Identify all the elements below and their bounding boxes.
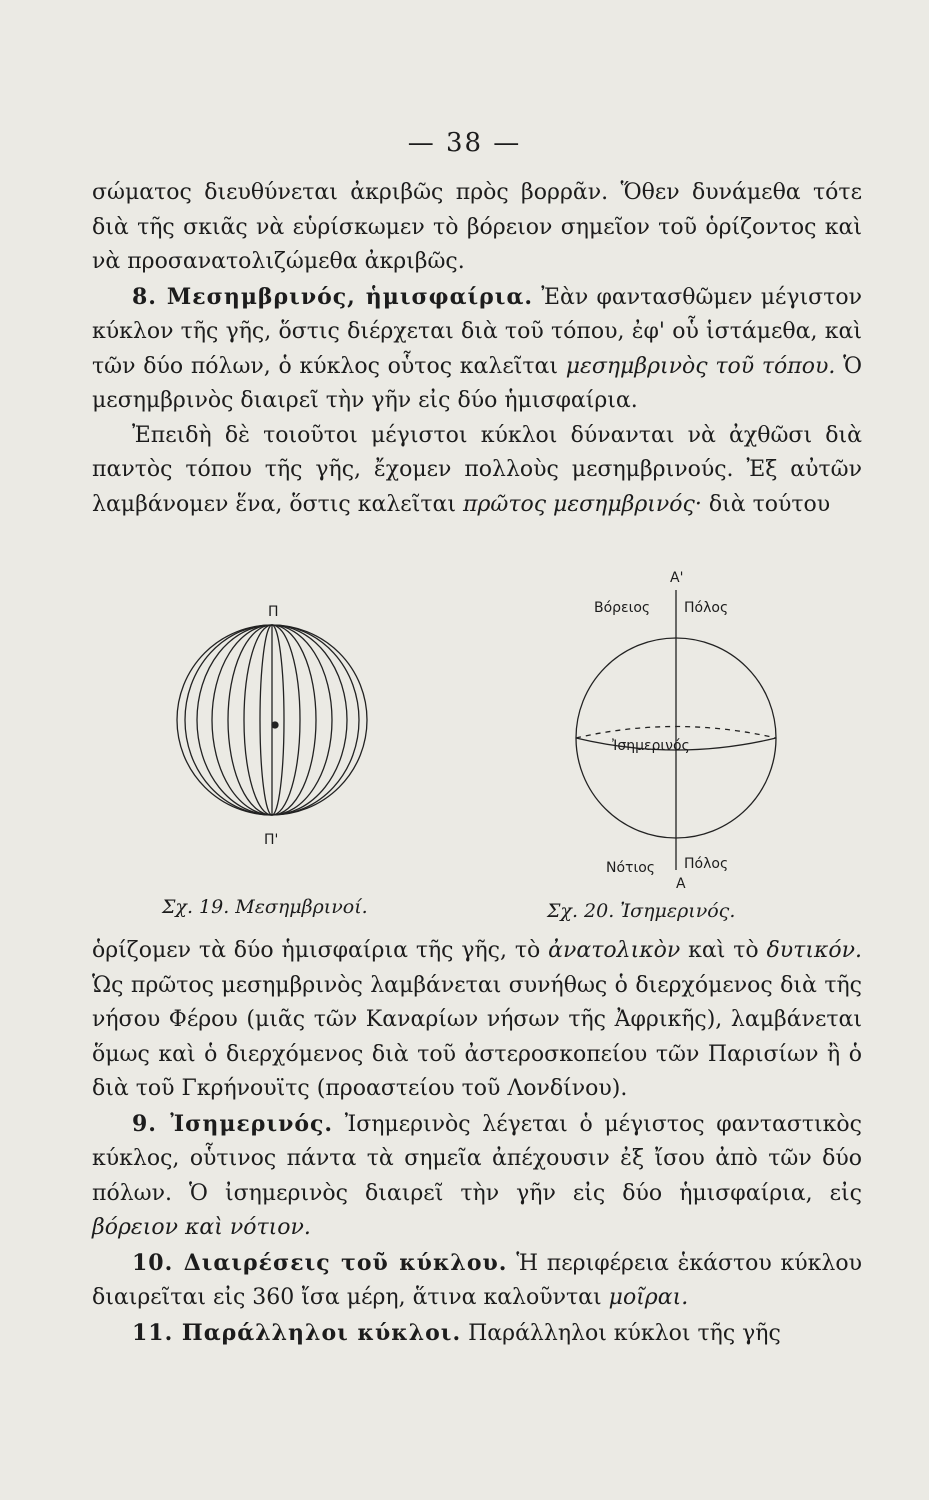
letter-bottom: Α <box>676 876 686 892</box>
paragraph-hemispheres: ὁρίζομεν τὰ δύο ἡμισφαίρια τῆς γῆς, τὸ ἀνατολικὸν καὶ τὸ δυτικόν. Ὡς πρῶτος μεσημβρινὸς λαμβάνεται συνήθως ὁ διερχόμενος διὰ τῆς νήσου Φέρου (μιᾶς τῶν Καναρίων νήσων τῆς Ἀφρικῆς), λαμβάνεται ὅμως καὶ ὁ διερχόμενος διὰ τοῦ ἀστεροσκοπείου τῶν Παρισίων ἢ ὁ διὰ τοῦ Γκρήνουϊτς (προαστείου τοῦ Λονδίνου). <box>92 938 862 1101</box>
pole-label-bottom: Π' <box>264 832 279 848</box>
figure-19-caption: Σχ. 19. Μεσημβρινοί. <box>162 896 368 918</box>
letter-top: Α' <box>670 570 684 586</box>
top-text <box>92 176 862 522</box>
section-heading-9: 9. Ἰσημερινός. <box>132 1110 334 1137</box>
equator-globe <box>576 590 776 870</box>
paragraph-1: σώματος διευθύνεται ἀκριβῶς πρὸς βορρᾶν. Ὅθεν δυνάμεθα τότε διὰ τῆς σκιᾶς νὰ εὑρίσκωμεν τὸ βόρειον σημεῖον τοῦ ὁρίζοντος καὶ νὰ προσανατολιζώμεθα ἀκριβῶς. <box>92 180 862 274</box>
section-heading-10: 10. Διαιρέσεις τοῦ κύκλου. <box>132 1249 508 1276</box>
section-heading-11: 11. Παράλληλοι κύκλοι. <box>132 1319 462 1346</box>
meridians-globe <box>177 625 367 815</box>
figures-area <box>92 570 872 930</box>
figure-20-caption: Σχ. 20. Ἰσημερινός. <box>547 900 736 922</box>
paragraph-parallels: 11. Παράλληλοι κύκλοι. Παράλληλοι κύκλοι τῆς γῆς <box>132 1319 781 1346</box>
paragraph-first-meridian: Ἐπειδὴ δὲ τοιοῦτοι μέγιστοι κύκλοι δύνανται νὰ ἀχθῶσι διὰ παντὸς τόπου τῆς γῆς, ἔχομεν πολλοὺς μεσημβρινούς. Ἐξ αὐτῶν λαμβάνομεν ἕνα, ὅστις καλεῖται πρῶτος μεσημβρινός· διὰ τούτου <box>92 422 862 517</box>
north-label: Βόρειος <box>594 600 651 616</box>
north-pole-label: Πόλος <box>684 600 729 616</box>
section-heading-8: 8. Μεσημβρινός, ἡμισφαίρια. <box>132 283 534 310</box>
bottom-text <box>92 934 862 1351</box>
paragraph-meridian: 8. Μεσημβρινός, ἡμισφαίρια. Ἐὰν φαντασθῶμεν μέγιστον κύκλον τῆς γῆς, ὅστις διέρχεται διὰ τοῦ τόπου, ἐφ' οὗ ἱστάμεθα, καὶ τῶν δύο πόλων, ὁ κύκλος οὗτος καλεῖται μεσημβρινὸς τοῦ τόπου. Ὁ μεσημβρινὸς διαιρεῖ τὴν γῆν εἰς δύο ἡμισφαίρια. <box>92 283 862 413</box>
figure-drawings <box>92 570 872 930</box>
page-number: — 38 — <box>407 128 522 158</box>
south-label: Νότιος <box>606 860 655 876</box>
paragraph-equator: 9. Ἰσημερινός. Ἰσημερινὸς λέγεται ὁ μέγιστος φανταστικὸς κύκλος, οὗτινος πάντα τὰ σημεῖα ἀπέχουσιν ἐξ ἴσου ἀπὸ τῶν δύο πόλων. Ὁ ἰσημερινὸς διαιρεῖ τὴν γῆν εἰς δύο ἡμισφαίρια, εἰς βόρειον καὶ νότιον. <box>92 1110 862 1240</box>
pole-label-top: Π <box>268 604 279 620</box>
paragraph-circle-divisions: 10. Διαιρέσεις τοῦ κύκλου. Ἡ περιφέρεια ἑκάστου κύκλου διαιρεῖται εἰς 360 ἴσα μέρη, ἅτινα καλοῦνται μοῖραι. <box>92 1249 862 1310</box>
south-pole-label: Πόλος <box>684 856 729 872</box>
equator-label: Ἰσημερινός <box>612 738 690 754</box>
